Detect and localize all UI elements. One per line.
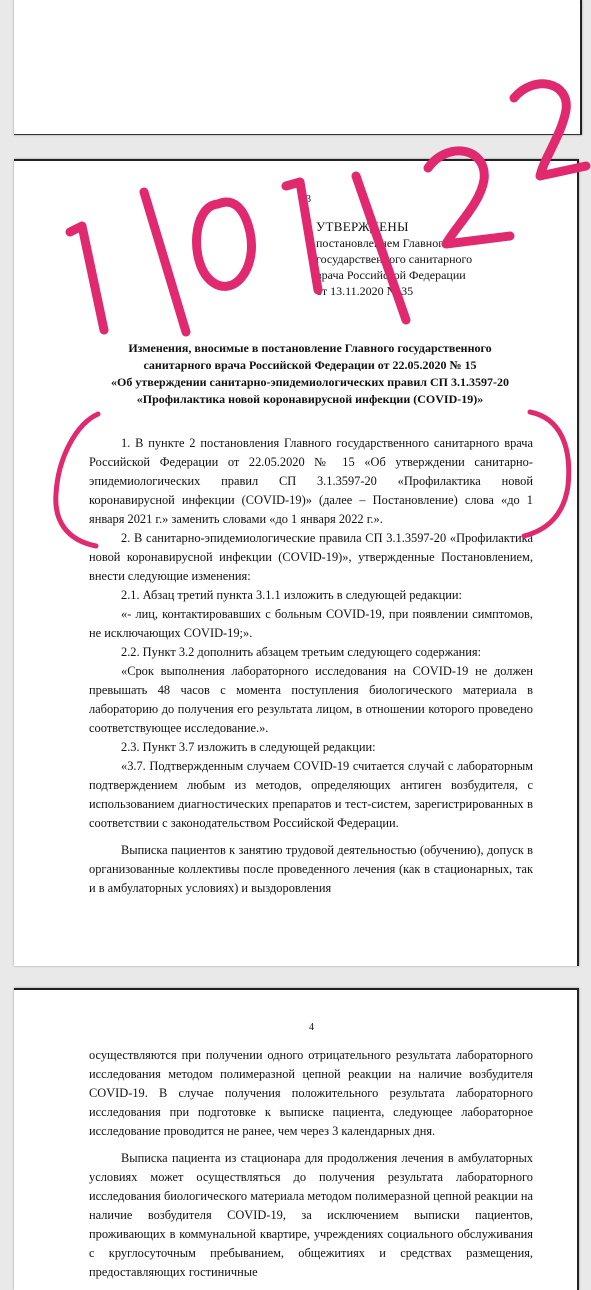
paragraph: 1. В пункте 2 постановления Главного государственного санитарного врача Российской Федерации от 22.05.2020 № 15 «Об утверждении санитарно-эпидемиологических правил СП 3.1.3597-20 «Профилактика новой коронавирусной инфекции (COVID-19)» (далее – Постановление) слова «до 1 января 2021 г.» заменить словами «до 1 января 2022 г.». (89, 436, 533, 526)
paragraph: 2.2. Пункт 3.2 дополнить абзацем третьим следующего содержания: (121, 645, 482, 659)
approval-line: врача Российской Федерации (316, 268, 466, 282)
approval-line: государственного санитарного (316, 252, 473, 266)
paragraph: 2.3. Пункт 3.7 изложить в следующей редакции: (121, 740, 376, 754)
approval-line: от 13.11.2020 № 35 (316, 284, 414, 298)
heading-line: «Профилактика новой коронавирусной инфекции (COVID-19)» (136, 392, 484, 406)
previous-page (14, 0, 582, 135)
approval-title: УТВЕРЖДЕНЫ (316, 219, 409, 234)
paragraph: осуществляются при получении одного отрицательного результата лабораторного исследования методом полимеразной цепной реакции на наличие возбудителя COVID-19. В случае получения положительного результата лабораторного исследования при подготовке к выписке пациента, следующее лабораторное исследование проводится не ранее, чем через 3 календарных дня. (89, 1048, 533, 1138)
page-number: 4 (309, 1022, 314, 1033)
paragraph: «Срок выполнения лабораторного исследования на COVID-19 не должен превышать 48 часов с момента поступления биологического материала в лабораторию до получения его результата лицом, в отношении которого проведено соответствующее исследование.». (89, 664, 533, 735)
page3-body (89, 434, 533, 898)
paragraph: Выписка пациентов к занятию трудовой деятельностью (обучению), допуск в организованные коллективы после проведенного лечения (как в стационарных, так и в амбулаторных условиях) и выздоровления (89, 843, 533, 895)
page-number: 3 (306, 194, 311, 205)
approval-line: постановлением Главного (316, 236, 449, 250)
heading-line: «Об утверждении санитарно-эпидемиологических правил СП 3.1.3597-20 (110, 375, 509, 389)
page4-body (89, 1046, 533, 1282)
paragraph: «- лиц, контактировавших с больным COVID-19, при появлении симптомов, не исключающих COVID-19;». (89, 607, 533, 640)
paragraph: 2.1. Абзац третий пункта 3.1.1 изложить в следующей редакции: (121, 588, 462, 602)
paragraph: Выписка пациента из стационара для продолжения лечения в амбулаторных условиях может осуществляться до получения результата лабораторного исследования биологического материала методом полимеразной цепной реакции на наличие возбудителя COVID-19, за исключением выписки пациентов, проживающих в коммунальной квартире, учреждениях социального обслуживания с круглосуточным пребыванием, общежитиях и средствах размещения, предоставляющих гостиничные (89, 1151, 533, 1279)
approval-block (316, 219, 472, 299)
document-heading (88, 340, 532, 408)
heading-line: санитарного врача Российской Федерации от 22.05.2020 № 15 (143, 358, 477, 372)
paragraph: 2. В санитарно-эпидемиологические правила СП 3.1.3597-20 «Профилактика новой коронавирусной инфекции (COVID-19)», утвержденные Постановлением, внести следующие изменения: (89, 531, 533, 583)
paragraph: «3.7. Подтвержденным случаем COVID-19 считается случай с лабораторным подтверждением любым из методов, определяющих антиген возбудителя, с использованием диагностических препаратов и тест-систем, зарегистрированных в соответствии с законодательством Российской Федерации. (89, 759, 533, 830)
heading-line: Изменения, вносимые в постановление Главного государственного (128, 341, 492, 355)
